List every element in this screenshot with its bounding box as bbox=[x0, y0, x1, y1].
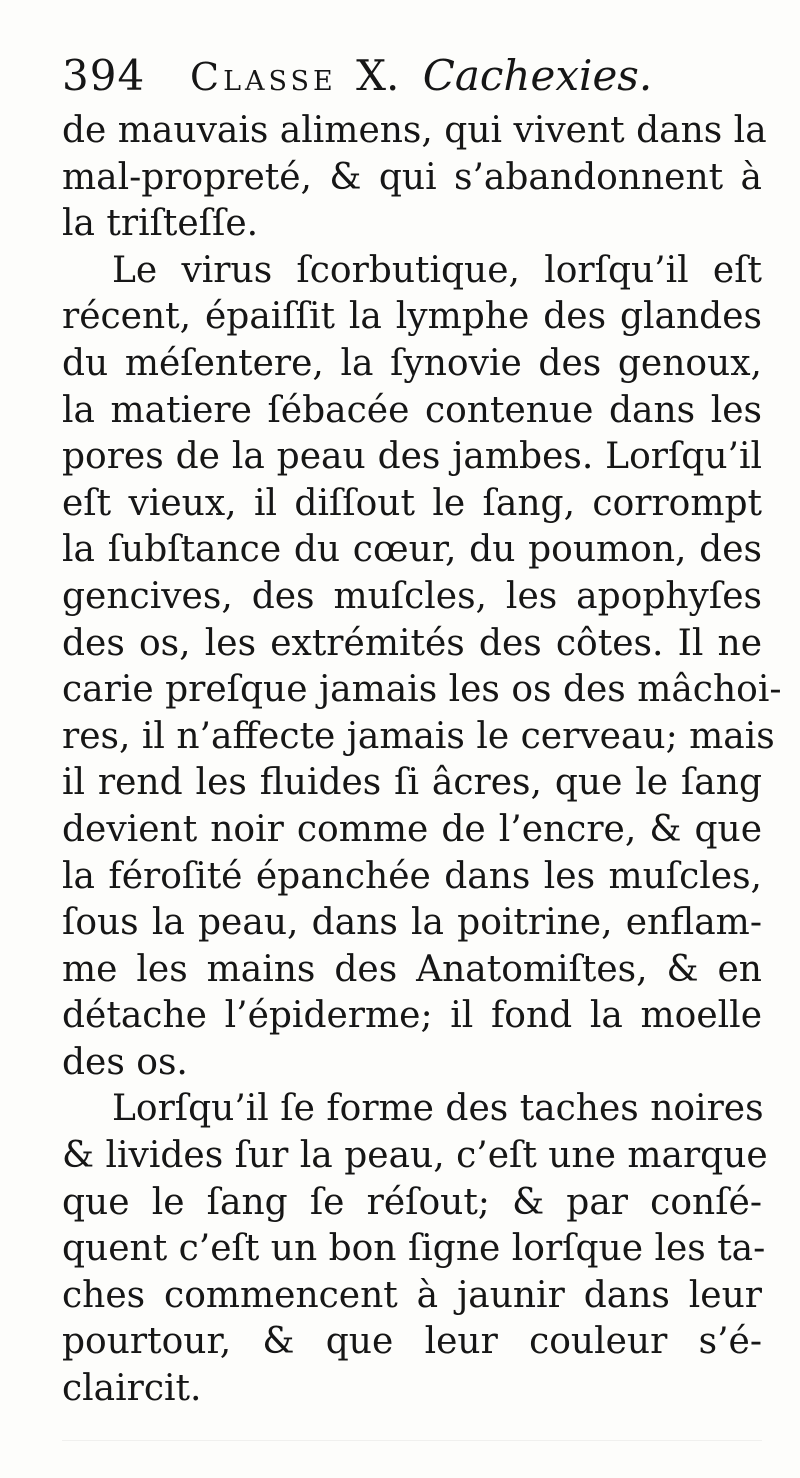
class-label: Classe bbox=[190, 55, 337, 99]
page-number: 394 bbox=[62, 51, 146, 100]
text-line: & livides ſur la peau, c’eſt une marque bbox=[62, 1135, 768, 1177]
text-line: ches commencent à jaunir dans leur bbox=[62, 1274, 762, 1316]
text-line: carie preſque jamais les os des mâchoi- bbox=[62, 669, 782, 711]
text-line: res, il n’affecte jamais le cerveau; mais bbox=[62, 715, 775, 757]
body-text bbox=[62, 108, 782, 1413]
text-line: il rend les fluides ſi âcres, que le ſang bbox=[62, 762, 762, 804]
text-line: me les mains des Anatomiſtes, & en bbox=[62, 948, 762, 990]
text-line: que le ſang ſe réſout; & par conſé- bbox=[62, 1181, 762, 1223]
text-line: des os. bbox=[62, 1041, 188, 1083]
text-line: la triſteſſe. bbox=[62, 203, 259, 245]
text-line: pores de la peau des jambes. Lorſqu’il bbox=[62, 436, 762, 478]
text-line: la matiere ſébacée contenue dans les bbox=[62, 389, 762, 431]
text-line: détache l’épiderme; il fond la moelle bbox=[62, 995, 762, 1037]
page-bottom-margin bbox=[62, 1440, 762, 1471]
text-line: la féroſité épanchée dans les muſcles, bbox=[62, 855, 762, 897]
class-number: X. bbox=[356, 51, 400, 100]
text-line: ſous la peau, dans la poitrine, enflam- bbox=[62, 902, 762, 944]
text-line: gencives, des muſcles, les apophyſes bbox=[62, 575, 762, 617]
text-line: pourtour, & que leur couleur s’é- bbox=[62, 1321, 762, 1363]
text-line: devient noir comme de l’encre, & que bbox=[62, 808, 762, 850]
text-line: des os, les extrémités des côtes. Il ne bbox=[62, 622, 762, 664]
running-head bbox=[190, 46, 652, 107]
running-header bbox=[60, 46, 760, 106]
chapter-title: Cachexies. bbox=[422, 51, 653, 100]
text-line: claircit. bbox=[62, 1368, 202, 1410]
text-line: eſt vieux, il diſſout le ſang, corrompt bbox=[62, 482, 762, 524]
text-line: Le virus ſcorbutique, lorſqu’il eſt bbox=[112, 249, 762, 291]
text-line: Lorſqu’il ſe forme des taches noires bbox=[112, 1088, 764, 1130]
text-line: de mauvais alimens, qui vivent dans la bbox=[62, 110, 767, 151]
text-line: récent, épaiſſit la lymphe des glandes bbox=[62, 296, 762, 338]
text-line: du méſentere, la ſynovie des genoux, bbox=[62, 342, 762, 384]
text-line: mal-propreté, & qui s’abandonnent à bbox=[62, 156, 762, 198]
text-line: quent c’eſt un bon ſigne lorſque les ta- bbox=[62, 1228, 766, 1270]
text-line: la ſubſtance du cœur, du poumon, des bbox=[62, 529, 762, 571]
